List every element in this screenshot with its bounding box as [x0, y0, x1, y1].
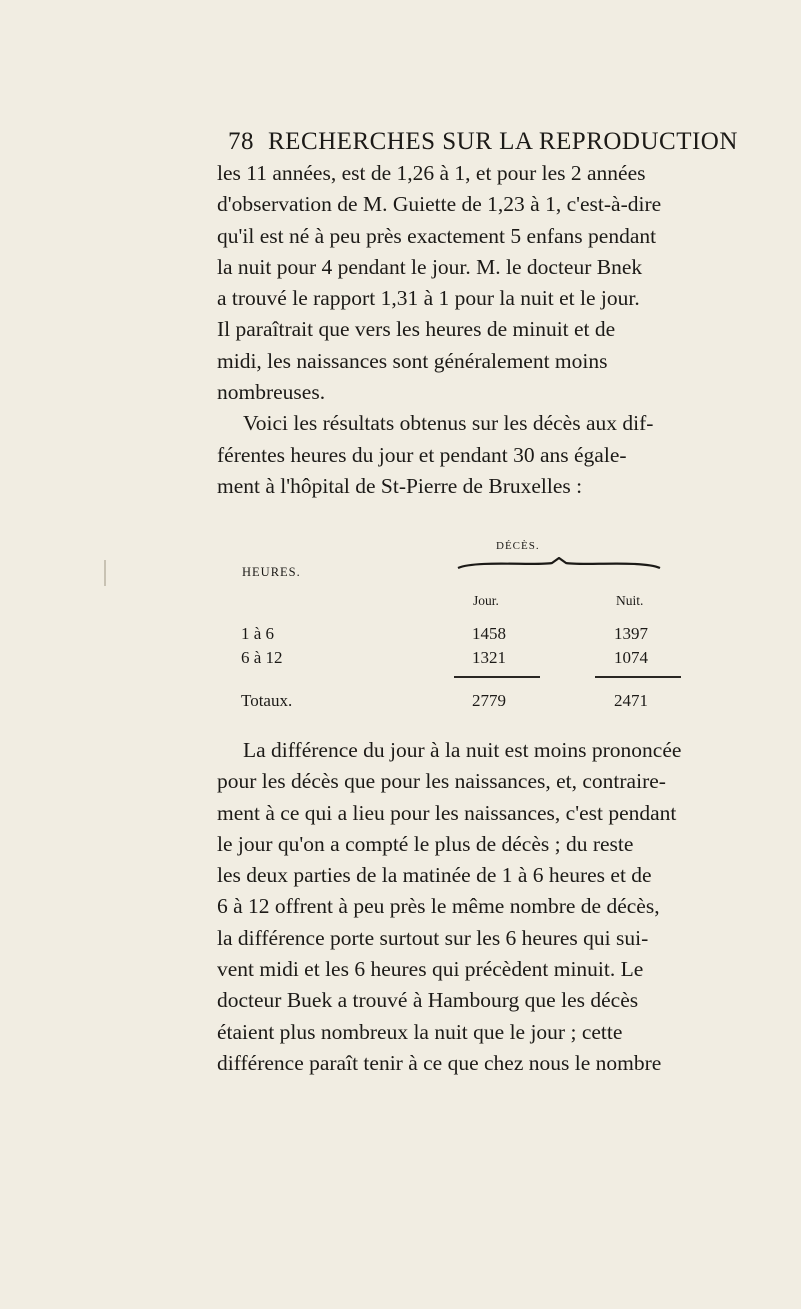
text-line: ment à ce qui a lieu pour les naissances, c'est pendant	[217, 800, 677, 825]
text-line: étaient plus nombreux la nuit que le jour ; cette	[217, 1019, 623, 1044]
text-line: différence paraît tenir à ce que chez nous le nombre	[217, 1050, 662, 1075]
cell-nuit: 1074	[614, 648, 648, 667]
group-header: DÉCÈS.	[496, 540, 540, 552]
text-line: le jour qu'on a compté le plus de décès ; du reste	[217, 831, 634, 856]
text-line: ment à l'hôpital de St-Pierre de Bruxelles :	[217, 473, 583, 498]
column-jour: Jour.	[473, 593, 499, 608]
text-line: les deux parties de la matinée de 1 à 6 heures et de	[217, 863, 652, 888]
text-line: d'observation de M. Guiette de 1,23 à 1, c'est-à-dire	[217, 192, 662, 217]
page-number: 78	[228, 128, 254, 155]
row-label: 6 à 12	[241, 648, 283, 667]
text-line: la différence porte surtout sur les 6 heures qui sui-	[217, 925, 649, 950]
text-line: nombreuses.	[217, 380, 326, 405]
total-nuit: 2471	[614, 691, 648, 710]
cell-jour: 1458	[472, 624, 506, 643]
sum-rule-jour	[454, 676, 540, 678]
total-label: Totaux.	[241, 691, 293, 710]
cell-jour: 1321	[472, 648, 506, 667]
running-head-title: RECHERCHES SUR LA REPRODUCTION	[268, 128, 738, 155]
sum-rule-nuit	[595, 676, 681, 678]
text-line: a trouvé le rapport 1,31 à 1 pour la nuit et le jour.	[217, 286, 640, 311]
running-header	[228, 128, 738, 156]
text-line: docteur Buek a trouvé à Hambourg que les décès	[217, 988, 639, 1013]
text-line: qu'il est né à peu près exactement 5 enfans pendant	[217, 223, 657, 248]
paragraph-births	[217, 158, 757, 502]
text-line: férentes heures du jour et pendant 30 ans égale-	[217, 442, 627, 467]
text-line: la nuit pour 4 pendant le jour. M. le docteur Bnek	[217, 254, 643, 279]
text-line: 6 à 12 offrent à peu près le même nombre de décès,	[217, 894, 660, 919]
total-jour: 2779	[472, 691, 506, 710]
text-line: vent midi et les 6 heures qui précèdent minuit. Le	[217, 957, 644, 982]
paragraph-deaths	[217, 735, 757, 1079]
text-line: les 11 années, est de 1,26 à 1, et pour les 2 années	[217, 161, 646, 185]
text-line: pour les décès que pour les naissances, et, contraire-	[217, 769, 666, 794]
column-nuit: Nuit.	[616, 593, 644, 608]
brace-icon	[456, 557, 662, 571]
page-mark	[104, 560, 106, 586]
row-header: HEURES.	[242, 565, 301, 579]
text-line: La différence du jour à la nuit est moins prononcée	[243, 738, 682, 762]
text-line: midi, les naissances sont généralement moins	[217, 348, 608, 373]
cell-nuit: 1397	[614, 624, 648, 643]
row-label: 1 à 6	[241, 624, 275, 643]
text-line: Voici les résultats obtenus sur les décès aux dif-	[243, 411, 654, 436]
text-line: Il paraîtrait que vers les heures de minuit et de	[217, 317, 616, 342]
